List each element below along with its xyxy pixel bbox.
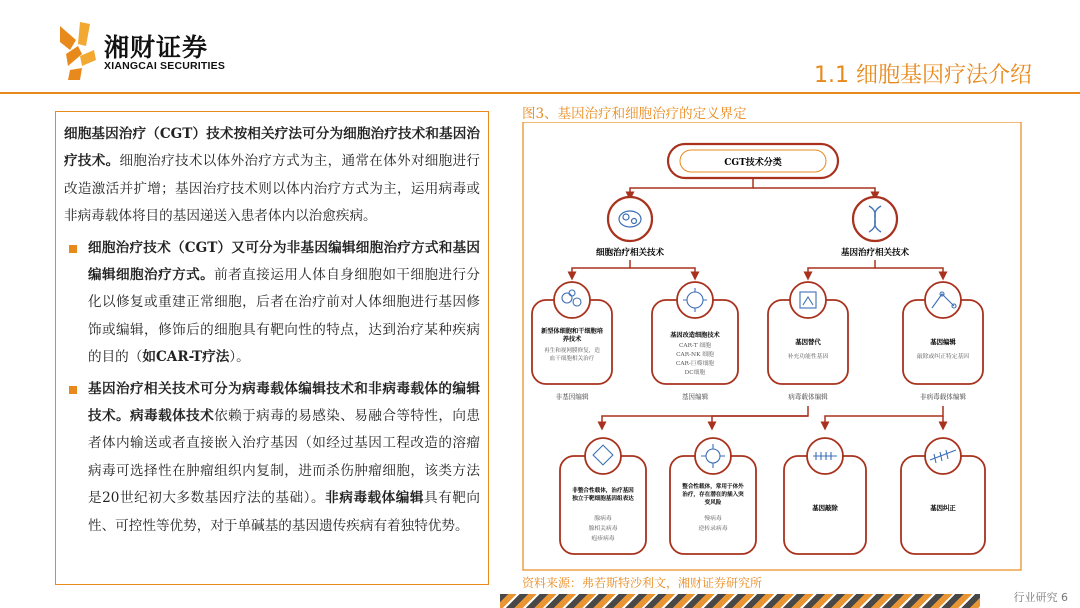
- label-non-viral-vector: 非病毒载体编辑: [919, 393, 967, 401]
- card3-desc: 补充功能性基因: [787, 354, 829, 360]
- root-label: CGT技术分类: [724, 158, 782, 168]
- bullet2-bold-2: 病毒载体技术: [130, 408, 215, 425]
- intro-text: 细胞治疗技术以体外治疗方式为主，通常在体外对细胞进行改造激活并扩增；基因治疗技术则以体内治疗方式为主，运用病毒或非病毒载体将目的基因递送入患者体内以治愈疾病。: [64, 153, 481, 225]
- bullet2-bold-3: 非病毒载体编辑: [325, 490, 425, 507]
- bullet-square-icon: [69, 386, 77, 394]
- summary-text-box: [55, 111, 489, 585]
- label-gene-editing: 基因编辑: [681, 393, 709, 401]
- card1-desc: 再生和视网膜修复，造血干细胞相关治疗: [544, 348, 600, 362]
- connector-gene-card4: [875, 268, 943, 276]
- intro-paragraph: [64, 121, 480, 231]
- bullet1-bold-text: 细胞治疗技术（CGT）又可分为非基因编辑细胞治疗方式和基因编辑细胞治疗方式。: [88, 239, 480, 284]
- card6-line2: 逆转录病毒: [698, 526, 728, 532]
- card2-line4: DC细胞: [684, 370, 706, 376]
- card4-title: 基因编辑: [930, 338, 956, 346]
- bullet1-end: ）。: [229, 349, 250, 366]
- card-non-integrating-vector: [560, 438, 646, 554]
- card-gene-editing: [903, 282, 983, 384]
- gene-branch-label: 基因治疗相关技术: [840, 248, 910, 258]
- card5-line1: 腺病毒: [594, 516, 612, 522]
- cell-branch-label: 细胞治疗相关技术: [595, 248, 665, 258]
- label-non-gene-editing: 非基因编辑: [555, 393, 589, 401]
- bullet-square-icon: [69, 245, 77, 253]
- card8-title: 基因纠正: [930, 504, 956, 512]
- header-divider: [0, 92, 1080, 94]
- brand-name-en: XIANGCAI SECURITIES: [104, 60, 226, 72]
- card2-line3: CAR-巨噬细胞: [675, 361, 715, 367]
- bullet-cell-therapy: [64, 235, 480, 372]
- connector-gene-card3: [808, 260, 875, 276]
- card1-title: 新型体细胞和干细胞培养技术: [541, 328, 603, 343]
- card6-title: 整合性载体，常用于体外治疗，存在潜在的插入突变风险: [682, 484, 744, 506]
- card-gene-modified-cell: [652, 282, 738, 384]
- card2-line2: CAR-NK 细胞: [676, 352, 714, 358]
- card-stem-cell: [532, 282, 612, 384]
- cgt-classification-diagram: [520, 122, 1025, 572]
- card-gene-knockout: [784, 438, 866, 554]
- card-integrating-vector: [670, 438, 756, 554]
- figure-source: 资料来源：弗若斯特沙利文，湘财证券研究所: [522, 576, 763, 590]
- bullet2-end: 具有靶向性、可控性等优势，对于单碱基的基因遗传疾病有着独特优势。: [88, 490, 481, 534]
- card4-desc: 敲除或纠正特定基因: [916, 354, 970, 360]
- figure-title: 图3、基因治疗和细胞治疗的定义界定: [522, 106, 747, 122]
- footer-page-label: 行业研究 6: [1006, 588, 1080, 608]
- card2-line1: CAR-T 细胞: [678, 343, 712, 349]
- label-viral-vector: 病毒载体编辑: [788, 393, 828, 401]
- card7-title: 基因敲除: [812, 504, 838, 512]
- footer-stripe-decoration: [500, 594, 980, 608]
- card5-title: 非整合性载体，治疗基因独立于靶细胞基因组表达: [572, 488, 634, 502]
- bullet-gene-therapy: [64, 376, 480, 540]
- bullet1-bold-end: 如CAR-T疗法: [142, 349, 230, 366]
- connector-cell-card1: [572, 260, 630, 276]
- bullet1-text: 前者直接运用人体自身细胞如干细胞进行分化以修复或重建正常细胞，后者在治疗前对人体细胞进行基因修饰或编辑，修饰后的细胞具有靶向性的特点，达到治疗某种疾病的目的（: [88, 267, 481, 366]
- page-title: 1.1 细胞基因疗法介绍: [814, 63, 1032, 88]
- card2-title: 基因改造细胞技术: [670, 332, 720, 339]
- bullet2-text: 依赖于病毒的易感染、易融合等特性，向患者体内输送或者直接嵌入治疗基因（如经过基因工程改造的溶瘤病毒可选择性在肿瘤组织内复制，进而杀伤肿瘤细胞，该类方法是20世纪初大多数基因疗法的基础）。: [88, 408, 481, 507]
- intro-bold-text: 细胞基因治疗（CGT）技术按相关疗法可分为细胞治疗技术和基因治疗技术。: [64, 126, 480, 170]
- card5-line3: 疱疹病毒: [591, 536, 615, 542]
- connector-root-cell: [630, 178, 753, 196]
- connector-cell-card2: [630, 268, 695, 276]
- connector-nonviral-card7: [825, 406, 943, 426]
- cell-branch-node: [608, 197, 652, 241]
- connector-viral-card6: [712, 416, 808, 426]
- card-gene-replacement: [768, 282, 848, 384]
- brand-name-cn: 湘财证券: [104, 33, 209, 62]
- card5-line2: 腺相关病毒: [588, 526, 618, 532]
- card-gene-correction: [901, 438, 985, 554]
- card3-title: 基因替代: [795, 338, 821, 346]
- bullet2-bold-text: 基因治疗相关技术可分为病毒载体编辑技术和非病毒载体的编辑技术。: [88, 380, 480, 425]
- connector-root-gene: [753, 188, 875, 196]
- card6-line1: 慢病毒: [704, 516, 722, 522]
- company-logo-icon: [56, 20, 100, 82]
